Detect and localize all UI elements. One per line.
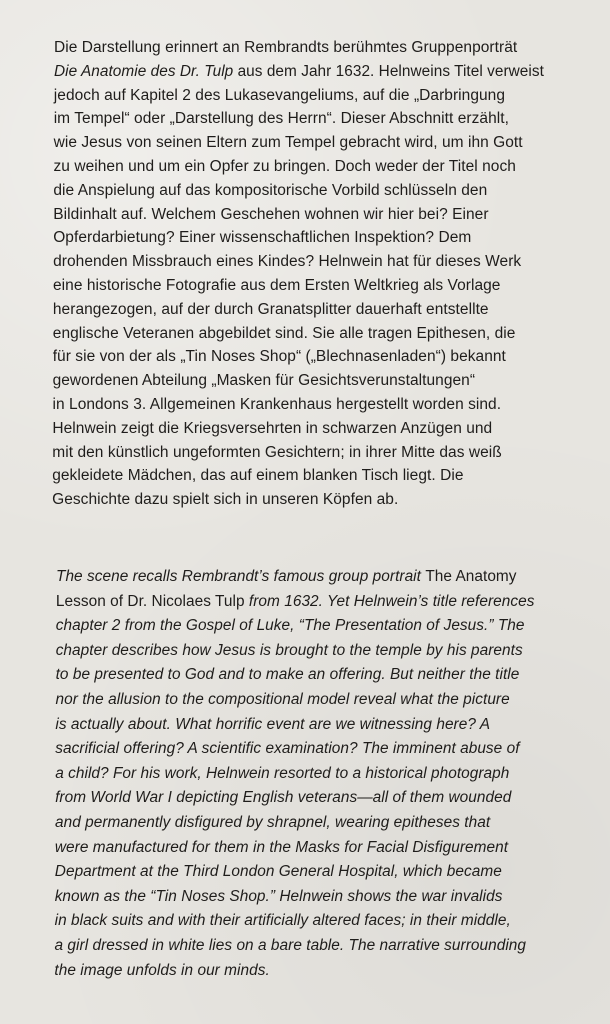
german-line (53, 205, 488, 225)
text-segment: a child? For his work, Helnwein resorted to a historical photograph (55, 764, 510, 782)
english-line (56, 690, 510, 710)
german-line (54, 86, 505, 106)
german-line (53, 252, 521, 272)
english-line (55, 862, 502, 882)
text-segment: Department at the Third London General Hospital, which became (54, 863, 502, 881)
text-segment: the image unfolds in our minds. (54, 961, 270, 979)
text-segment: gekleidete Mädchen, das auf einem blanken Tisch liegt. Die (52, 467, 464, 485)
german-line (52, 490, 398, 510)
text-segment: im Tempel“ oder „Darstellung des Herrn“. Dieser Abschnitt erzählt, (53, 110, 509, 128)
text-segment: The scene recalls Rembrandt’s famous group portrait (56, 568, 426, 585)
german-line (52, 443, 502, 463)
german-line (53, 347, 506, 367)
english-line (55, 813, 490, 833)
english-line (56, 665, 520, 685)
text-segment: in Londons 3. Allgemeinen Krankenhaus hergestellt worden sind. (52, 396, 502, 413)
german-line (53, 324, 516, 344)
text-segment: Opferdarbietung? Einer wissenschaftlichen Inspektion? Dem (53, 229, 472, 247)
text-segment: gewordenen Abteilung „Masken für Gesichtsverunstaltungen“ (52, 372, 476, 390)
text-segment: in black suits and with their artificially altered faces; in their middle, (54, 912, 511, 930)
text-segment: known as the “Tin Noses Shop.” Helnwein shows the war invalids (54, 887, 503, 905)
artwork-title: Die Anatomie des Dr. Tulp (53, 62, 234, 80)
english-line (56, 567, 517, 587)
text-segment: Geschichte dazu spielt sich in unseren Köpfen ab. (52, 491, 399, 509)
german-line (54, 133, 523, 153)
text-segment: were manufactured for them in the Masks for Facial Disfigurement (54, 838, 509, 856)
english-line (55, 788, 511, 808)
english-line (55, 764, 509, 784)
text-segment: chapter describes how Jesus is brought to the temple by his parents (55, 641, 523, 659)
text-segment: sacrificial offering? A scientific examination? The imminent abuse of (55, 740, 520, 758)
text-segment: to be presented to God and to make an offering. But neither the title (55, 666, 520, 684)
text-segment: and permanently disfigured by shrapnel, wearing epitheses that (55, 814, 491, 831)
german-line (54, 109, 509, 129)
english-line (55, 936, 527, 956)
german-line (54, 157, 516, 177)
text-segment: englische Veteranen abgebildet sind. Sie alle tragen Epithesen, die (52, 324, 516, 342)
german-line (53, 300, 489, 320)
german-line (53, 181, 487, 201)
text-segment: eine historische Fotografie aus dem Ersten Weltkrieg als Vorlage (53, 277, 501, 294)
english-line (56, 641, 523, 661)
text-segment: Helnwein zeigt die Kriegsversehrten in schwarzen Anzügen und (52, 419, 493, 437)
german-line (53, 228, 471, 248)
text-segment: chapter 2 from the Gospel of Luke, “The Presentation of Jesus.” The (55, 617, 525, 635)
german-line (53, 395, 502, 415)
english-line (56, 616, 525, 636)
english-line (54, 961, 269, 981)
text-segment: mit den künstlich ungeformten Gesichtern; in ihrer Mitte das weiß (52, 443, 502, 461)
german-line (52, 419, 492, 439)
text-segment: Bildinhalt auf. Welchem Geschehen wohnen wir hier bei? Einer (53, 205, 489, 223)
text-segment: wie Jesus von seinen Eltern zum Tempel gebracht wird, um ihn Gott (53, 134, 523, 152)
text-segment: a girl dressed in white lies on a bare table. The narrative surrounding (54, 937, 527, 954)
text-segment: drohenden Missbrauch eines Kindes? Helnwein hat für dieses Werk (53, 253, 522, 271)
text-segment: is actually about. What horrific event are we witnessing here? A (55, 715, 491, 733)
artwork-title: The Anatomy (425, 568, 517, 585)
text-segment: Die Darstellung erinnert an Rembrandts berühmtes Gruppenporträt (54, 39, 518, 56)
german-line (54, 38, 517, 58)
english-line (56, 592, 535, 612)
text-segment: die Anspielung auf das kompositorische Vorbild schlüsseln den (53, 181, 488, 199)
german-line (53, 276, 500, 296)
german-line (52, 466, 463, 486)
english-line (55, 715, 490, 735)
english-line (55, 739, 519, 759)
german-line (54, 62, 544, 82)
english-line (55, 911, 511, 931)
english-line (55, 887, 503, 907)
text-segment: aus dem Jahr 1632. Helnweins Titel verweist (233, 62, 544, 80)
text-segment: from World War I depicting English veterans—all of them wounded (55, 789, 512, 807)
artwork-title: Lesson of Dr. Nicolaes Tulp (55, 592, 245, 610)
text-segment: herangezogen, auf der durch Granatsplitter dauerhaft entstellte (52, 300, 489, 318)
text-segment: nor the allusion to the compositional model reveal what the picture (55, 691, 510, 708)
text-segment: from 1632. Yet Helnwein’s title references (244, 592, 535, 610)
german-line (53, 371, 475, 391)
text-segment: zu weihen und um ein Opfer zu bringen. Doch weder der Titel noch (53, 158, 516, 175)
text-segment: jedoch auf Kapitel 2 des Lukasevangeliums, auf die „Darbringung (53, 86, 506, 104)
text-segment: für sie von der als „Tin Noses Shop“ („Blechnasenladen“) bekannt (52, 348, 506, 366)
english-line (55, 838, 508, 858)
